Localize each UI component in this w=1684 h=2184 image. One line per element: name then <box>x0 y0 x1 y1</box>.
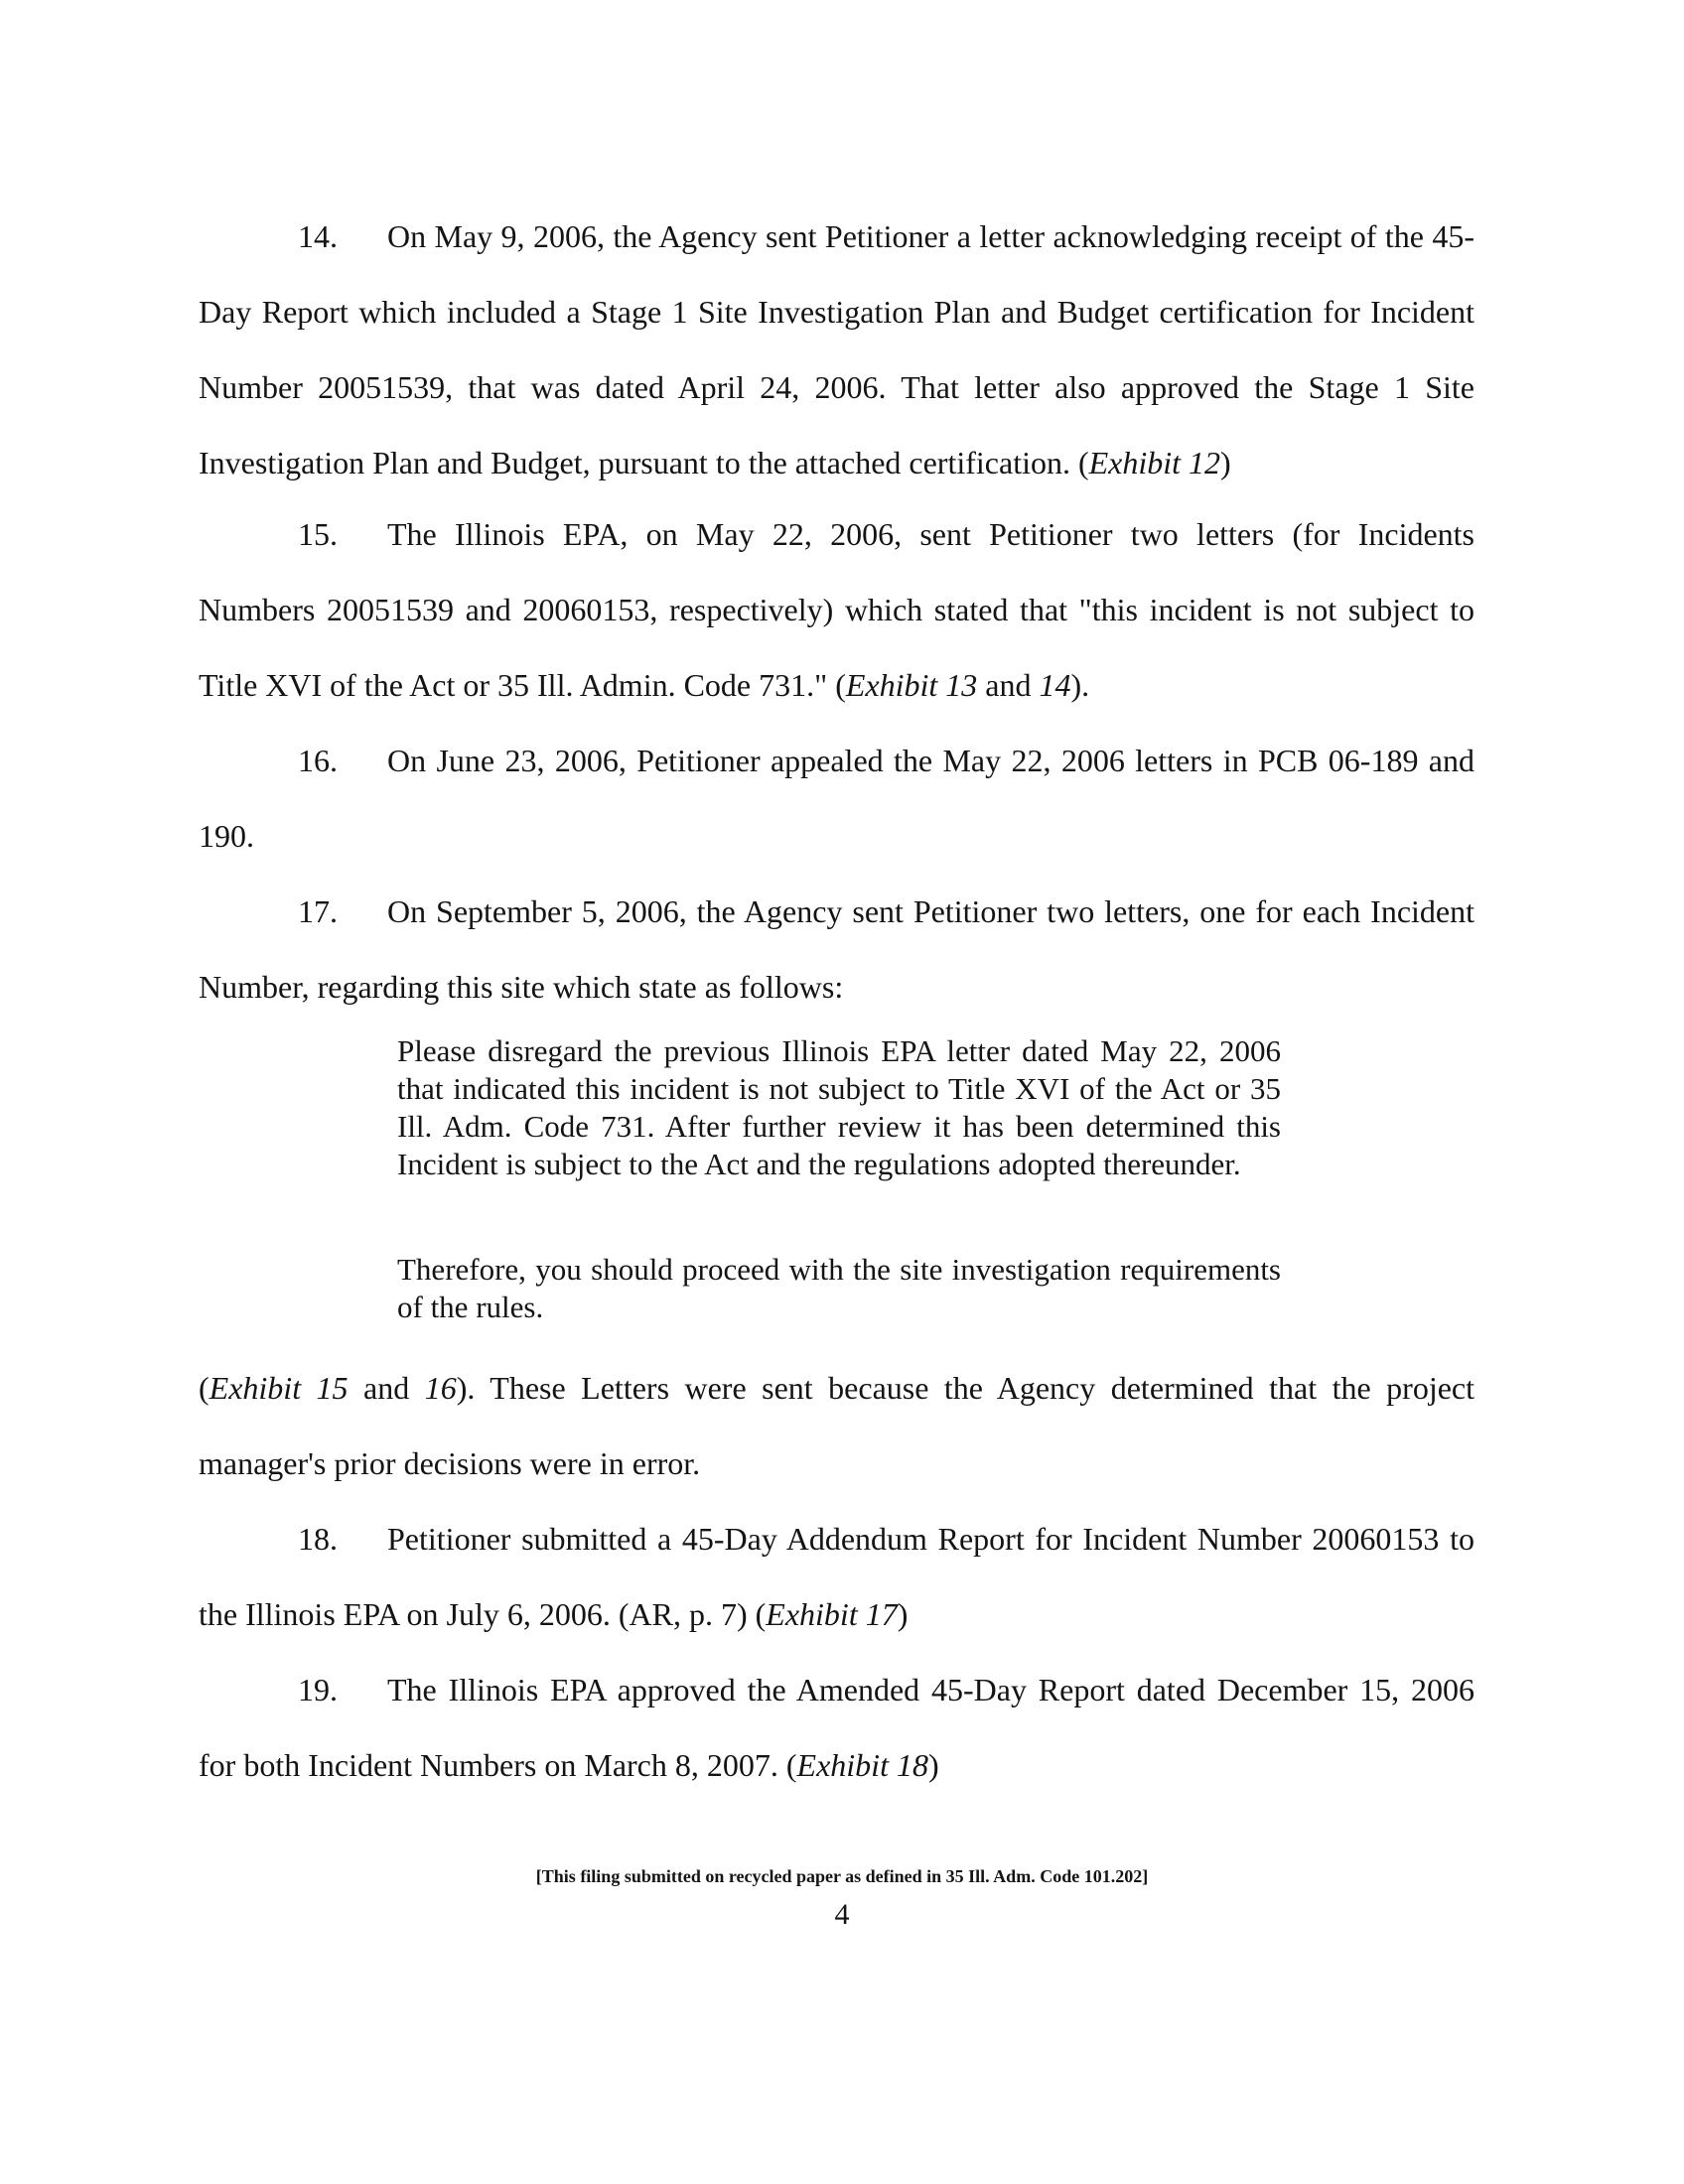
paragraph-text: On June 23, 2006, Petitioner appealed the May 22, 2006 letters in PCB 06-189 and 190. <box>199 743 1474 854</box>
exhibit-reference: Exhibit 13 <box>845 667 978 703</box>
paragraph-number: 19. <box>298 1672 338 1707</box>
paragraph-16 <box>199 723 1474 874</box>
paragraph-15 <box>199 496 1474 723</box>
paren-open: ( <box>199 1370 210 1406</box>
paragraph-text-end: ) <box>1220 445 1231 480</box>
paragraph-number: 14. <box>298 218 338 254</box>
paragraph-number: 18. <box>298 1521 338 1557</box>
exhibit-reference: 16 <box>424 1370 457 1406</box>
block-quote-paragraph-1: Please disregard the previous Illinois EPA letter dated May 22, 2006 that indicated this incident is not subject to Title XVI of the Act or 35 Ill. Adm. Code 731. After further review it has been determined this Incident is subject to the Act and the regulations adopted thereunder. <box>397 1033 1281 1181</box>
paragraph-18 <box>199 1501 1474 1652</box>
exhibit-reference: 14 <box>1039 667 1071 703</box>
paragraph-number: 16. <box>298 743 338 778</box>
paragraph-text-mid: and <box>977 667 1040 703</box>
page-number: 4 <box>834 1898 850 1931</box>
paragraph-text: ). These Letters were sent because the Agency determined that the project manager's prior decisions were in error. <box>199 1370 1475 1481</box>
exhibit-reference: Exhibit 15 <box>209 1370 349 1406</box>
paragraph-text-end: ) <box>897 1596 909 1632</box>
exhibit-reference: Exhibit 17 <box>766 1596 898 1632</box>
block-quote-paragraph-2: Therefore, you should proceed with the site investigation requirements of the rules. <box>397 1252 1281 1324</box>
paragraph-text: The Illinois EPA approved the Amended 45-Day Report dated December 15, 2006 for both Incident Numbers on March 8, 2007. ( <box>199 1672 1474 1783</box>
paragraph-19 <box>199 1652 1474 1803</box>
exhibit-reference: Exhibit 12 <box>1088 445 1221 480</box>
paragraph-number: 15. <box>298 516 338 552</box>
paragraph-text: Petitioner submitted a 45-Day Addendum Report for Incident Number 20060153 to the Illinois EPA on July 6, 2006. (AR, p. 7) ( <box>199 1521 1474 1632</box>
paragraph-text: On September 5, 2006, the Agency sent Petitioner two letters, one for each Incident Number, regarding this site which state as follows: <box>199 893 1474 1005</box>
paragraph-number: 17. <box>298 893 338 929</box>
exhibit-reference: Exhibit 18 <box>796 1747 928 1783</box>
paragraph-text-end: ) <box>927 1747 939 1783</box>
paragraph-text-mid: and <box>348 1370 425 1406</box>
paragraph-17 <box>199 874 1474 1024</box>
paragraph-14 <box>199 199 1474 500</box>
recycled-paper-footer: [This filing submitted on recycled paper as defined in 35 Ill. Adm. Code 101.202] <box>535 1866 1149 1886</box>
paragraph-text: On May 9, 2006, the Agency sent Petitioner a letter acknowledging receipt of the 45-Day Report which included a Stage 1 Site Investigation Plan and Budget certification for Incident Number 20051539, that was dated April 24, 2006. That letter also approved the Stage 1 Site Investigation Plan and Budget, pursuant to the attached certification. ( <box>199 218 1474 480</box>
paragraph-17-continuation <box>199 1350 1474 1501</box>
paragraph-text-end: ). <box>1070 667 1090 703</box>
paragraph-text: The Illinois EPA, on May 22, 2006, sent Petitioner two letters (for Incidents Numbers 20051539 and 20060153, respectively) which stated that "this incident is not subject to Title XVI of the Act or 35 Ill. Admin. Code 731." ( <box>199 516 1474 703</box>
